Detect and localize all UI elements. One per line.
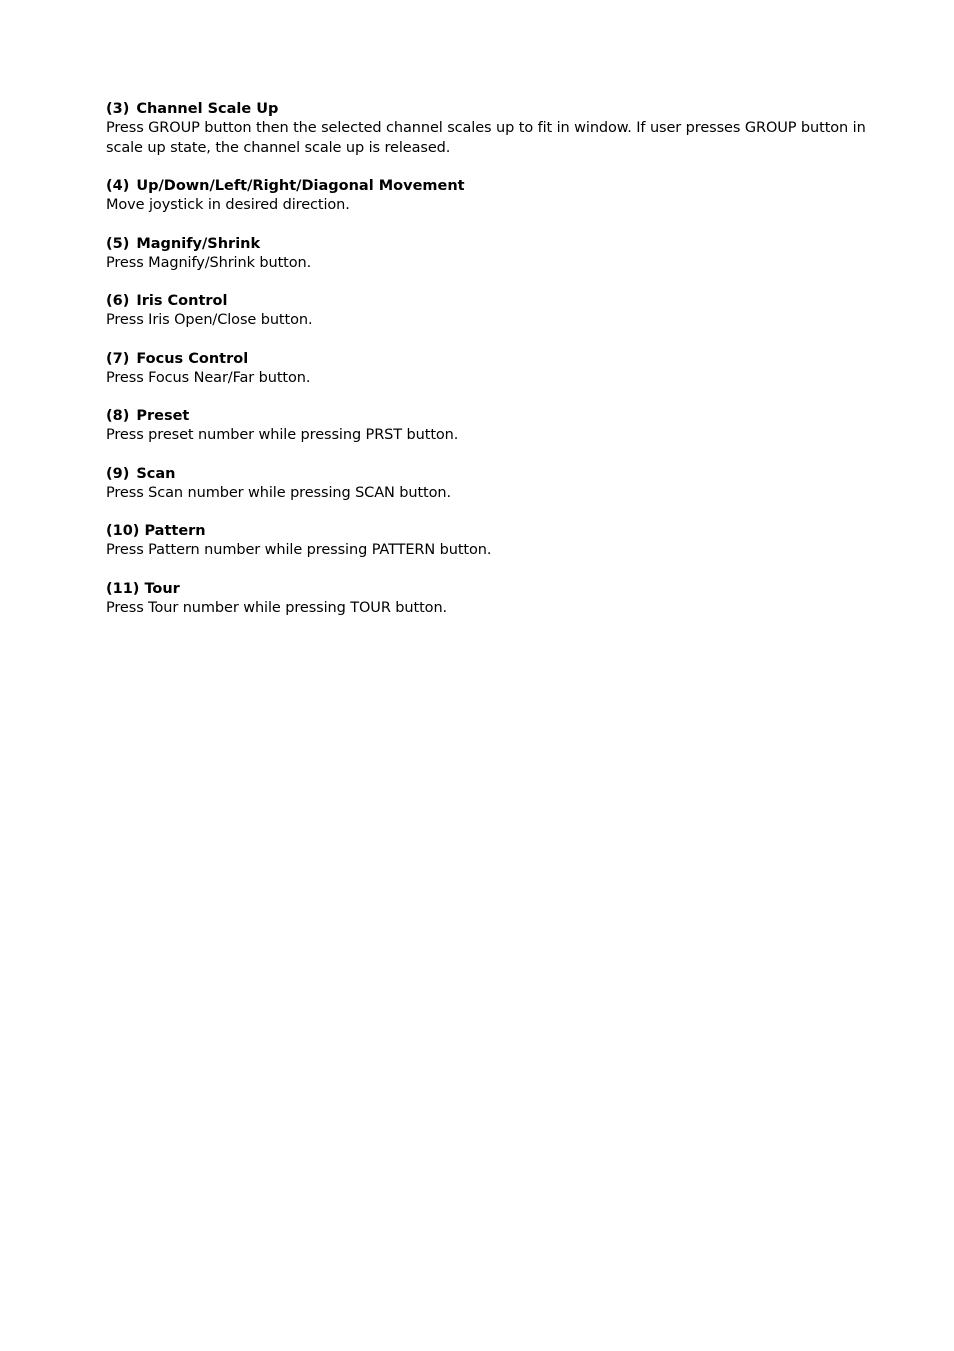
section-body: Press Scan number while pressing SCAN button. xyxy=(106,484,452,501)
section-heading xyxy=(106,580,876,599)
section-body: Press Magnify/Shrink button. xyxy=(106,254,312,271)
section-title: Tour xyxy=(144,580,180,597)
section-heading xyxy=(106,350,876,369)
section-scan xyxy=(106,465,876,504)
section-number: (11) xyxy=(106,580,140,597)
section-pattern xyxy=(106,522,876,561)
section-number: (8) xyxy=(106,408,130,424)
section-number: (3) xyxy=(106,101,130,117)
section-body: Press Iris Open/Close button. xyxy=(106,312,313,328)
section-title: Channel Scale Up xyxy=(136,101,279,117)
section-tour xyxy=(106,580,876,619)
section-magnify-shrink xyxy=(106,235,876,274)
section-title: Iris Control xyxy=(136,293,228,309)
section-number: (10) xyxy=(106,523,140,539)
section-heading xyxy=(106,465,876,484)
section-channel-scale-up xyxy=(106,100,876,158)
section-body: Press Focus Near/Far button. xyxy=(106,369,311,386)
section-number: (4) xyxy=(106,178,130,194)
section-body: Move joystick in desired direction. xyxy=(106,197,350,213)
section-body: Press Tour number while pressing TOUR button. xyxy=(106,599,448,616)
section-title: Magnify/Shrink xyxy=(136,235,261,252)
section-title: Preset xyxy=(136,408,190,424)
section-heading xyxy=(106,522,876,541)
section-focus-control xyxy=(106,350,876,389)
section-number: (7) xyxy=(106,350,130,367)
section-heading xyxy=(106,100,876,119)
section-heading xyxy=(106,177,876,196)
section-number: (9) xyxy=(106,465,130,482)
section-title: Focus Control xyxy=(136,350,249,367)
section-title: Up/Down/Left/Right/Diagonal Movement xyxy=(136,178,465,194)
document-page xyxy=(106,100,876,637)
section-heading xyxy=(106,407,876,426)
section-heading xyxy=(106,235,876,254)
section-body: Press preset number while pressing PRST button. xyxy=(106,427,459,443)
section-number: (6) xyxy=(106,293,130,309)
section-movement xyxy=(106,177,876,216)
section-preset xyxy=(106,407,876,446)
section-title: Pattern xyxy=(144,523,206,539)
section-title: Scan xyxy=(136,465,176,482)
section-iris-control xyxy=(106,292,876,331)
section-number: (5) xyxy=(106,235,130,252)
section-body: Press Pattern number while pressing PATTERN button. xyxy=(106,542,492,558)
section-heading xyxy=(106,292,876,311)
section-body: Press GROUP button then the selected channel scales up to fit in window. If user presses GROUP button in scale up state, the channel scale up is released. xyxy=(106,120,866,156)
